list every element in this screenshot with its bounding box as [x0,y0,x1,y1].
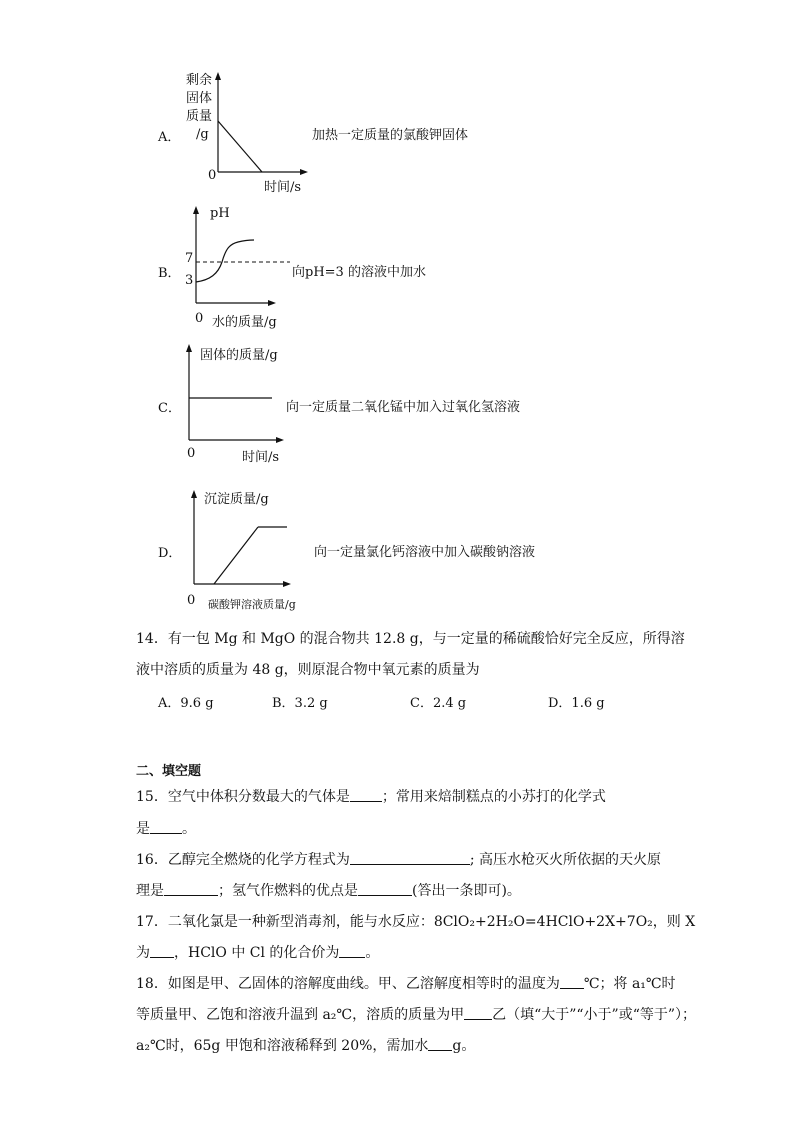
q14-choice-c: C．2.4 g [410,696,467,711]
option-c-letter: C． [158,401,181,416]
option-b-xlabel: 水的质量/g [212,315,277,330]
option-d-xlabel: 碳酸钾溶液质量/g [208,598,296,611]
q16-blank-1[interactable] [350,852,470,865]
q18-blank-1[interactable] [560,976,584,989]
q16-line2: 理是 ；氢气作燃料的优点是 (答出一条即可)。 [136,883,521,899]
q17-blank-1[interactable] [150,945,174,958]
q15-blank-2[interactable] [150,821,182,834]
option-d-origin: 0 [187,593,196,608]
option-b-ylabel: pH [210,206,230,221]
section-title: 二、填空题 [136,764,202,779]
option-b-tick-7: 7 [185,251,194,266]
option-a-letter: A． [158,130,181,145]
q15-line2: 是 。 [136,821,196,837]
q18-blank-3[interactable] [428,1038,452,1051]
option-c-origin: 0 [187,446,196,461]
option-d-caption: 向一定量氯化钙溶液中加入碳酸钠溶液 [314,545,536,560]
q14-choice-d: D．1.6 g [548,696,605,711]
q17-line1: 17．二氧化氯是一种新型消毒剂，能与水反应：8ClO₂+2H₂O=4HClO+2X+7O₂，则 X [136,914,696,930]
q18-line1: 18．如图是甲、乙固体的溶解度曲线。甲、乙溶解度相等时的温度为 ℃；将 a₁℃时 [136,976,676,992]
option-c-caption: 向一定质量二氧化锰中加入过氧化氢溶液 [286,400,521,415]
q18-line2: 等质量甲、乙饱和溶液升温到 a₂℃，溶质的质量为甲 乙（填“大于”“小于”或“等于”）； [136,1007,697,1023]
option-b-caption: 向pH=3 的溶液中加水 [292,265,426,280]
option-a-origin: 0 [208,168,217,183]
option-c-xlabel: 时间/s [242,450,280,465]
option-a-xlabel: 时间/s [264,180,302,195]
option-b-tick-3: 3 [185,273,194,288]
q18-blank-2[interactable] [464,1007,492,1020]
q17-blank-2[interactable] [339,945,365,958]
graph-c [180,340,300,445]
graph-d [185,484,305,589]
q18-line3: a₂℃时，65g 甲饱和溶液稀释到 20%，需加水 g。 [136,1038,476,1054]
option-d-letter: D． [158,546,182,561]
option-a-ylabel: 剩余 固体 质量 /g [186,73,213,142]
q14-line1: 14．有一包 Mg 和 MgO 的混合物共 12.8 g，与一定量的稀硫酸恰好完全反应，所得溶 [136,631,685,647]
graph-b [180,200,300,310]
option-b-origin: 0 [195,311,204,326]
q16-line1: 16．乙醇完全燃烧的化学方程式为 ; 高压水枪灭火所依据的天火原 [136,852,661,868]
option-a-caption: 加热一定质量的氯酸钾固体 [312,128,469,143]
q14-choice-b: B．3.2 g [272,696,328,711]
q17-line2: 为 ，HClO 中 Cl 的化合价为 。 [136,945,380,961]
q16-blank-2[interactable] [164,883,218,896]
option-b-letter: B． [158,266,181,281]
q16-blank-3[interactable] [358,883,412,896]
graph-a [200,70,320,185]
q15-blank-1[interactable] [350,789,382,802]
q15-line1: 15．空气中体积分数最大的气体是 ；常用来焙制糕点的小苏打的化学式 [136,789,606,805]
q14-line2: 液中溶质的质量为 48 g，则原混合物中氧元素的质量为 [136,662,480,678]
option-c-ylabel: 固体的质量/g [200,348,278,363]
q14-choice-a: A．9.6 g [158,696,214,711]
option-d-ylabel: 沉淀质量/g [204,492,269,507]
